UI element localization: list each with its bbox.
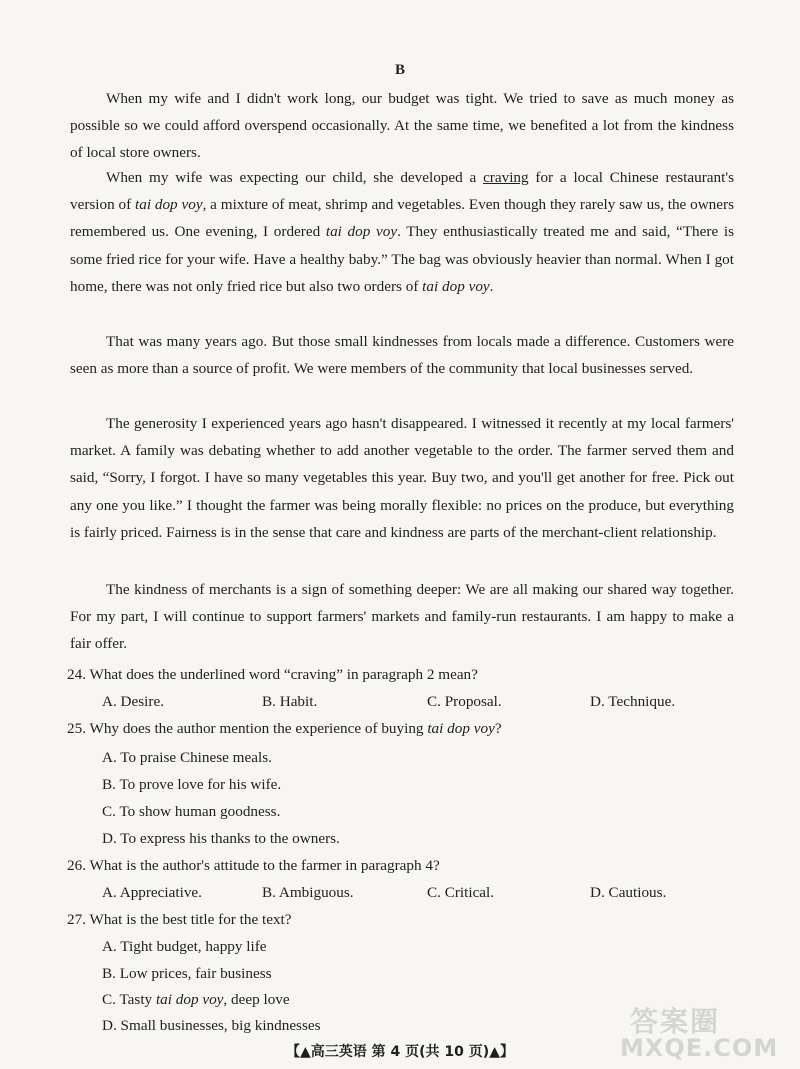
q25-option-d: D. To express his thanks to the owners. — [102, 830, 340, 847]
option-text: , deep love — [223, 991, 290, 1008]
question-26-stem: 26. What is the author's attitude to the farmer in paragraph 4? — [67, 857, 440, 874]
section-heading: B — [394, 62, 405, 78]
dish-name: tai dop voy — [422, 277, 490, 295]
question-24-stem: 24. What does the underlined word “craving” in paragraph 2 mean? — [67, 666, 478, 683]
underlined-word-craving: craving — [483, 169, 529, 186]
watermark-chinese-text: 答案圈 — [630, 1005, 721, 1038]
question-25-text: 25. Why does the author mention the experience of buying — [67, 720, 428, 737]
question-25-stem — [67, 715, 747, 742]
passage-paragraph-3: That was many years ago. But those small kindnesses from locals made a difference. Customers were seen as more than a source of profit. We were members of the community that local businesses served. — [70, 333, 734, 378]
q27-option-b: B. Low prices, fair business — [102, 965, 272, 982]
q25-option-a: A. To praise Chinese meals. — [102, 749, 272, 766]
paragraph-2-text: for a local Chinese restaurant's version of — [70, 169, 734, 214]
q27-option-a: A. Tight budget, happy life — [102, 938, 267, 955]
paragraph-2-text: . They enthusiastically treated me and said, “There is some fried rice for your wife. Have a healthy baby.” The bag was obviously heavier than normal. When I got home, there was not only fried rice but also two orders of — [70, 223, 734, 295]
q24-option-b: B. Habit. — [262, 693, 318, 710]
page-footer: 【▲高三英语 第 4 页(共 10 页)▲】 — [286, 1044, 514, 1060]
paragraph-2-text: , a mixture of meat, shrimp and vegetables. Even though they rarely saw us, the owners remembered us. One evening, I ordered — [70, 196, 734, 241]
q25-option-b: B. To prove love for his wife. — [102, 776, 282, 793]
dish-name: tai dop voy — [155, 991, 224, 1008]
passage-paragraph-2 — [70, 164, 734, 300]
watermark-url-text: MXQE.COM — [620, 1034, 779, 1062]
q24-option-c: C. Proposal. — [427, 693, 502, 710]
paragraph-2-text: . — [489, 277, 494, 295]
question-25-text: ? — [494, 720, 502, 737]
dish-name: tai dop voy — [135, 196, 203, 214]
q27-option-d: D. Small businesses, big kindnesses — [102, 1017, 321, 1034]
q24-option-a: A. Desire. — [102, 693, 164, 710]
dish-name: tai dop voy — [427, 720, 495, 737]
q24-option-d: D. Technique. — [590, 693, 676, 710]
q26-option-a: A. Appreciative. — [102, 884, 202, 901]
question-27-stem: 27. What is the best title for the text? — [67, 911, 292, 928]
passage-paragraph-4: The generosity I experienced years ago hasn't disappeared. I witnessed it recently at my local farmers' market. A family was debating whether to add another vegetable to the order. The farmer served them and said, “Sorry, I forgot. I have so many vegetables this year. Buy two, and you'll get another for free. Pick out any one you like.” I thought the farmer was being morally flexible: no prices on the produce, but everything is fairly priced. Fairness is in the sense that care and kindness are parts of the merchant-client relationship. — [70, 415, 734, 541]
watermark-logo — [620, 1000, 790, 1060]
passage-paragraph-1: When my wife and I didn't work long, our budget was tight. We tried to save as much money as possible so we could afford overspend occasionally. At the same time, we benefited a lot from the kindness of local store owners. — [70, 90, 734, 162]
paragraph-2-text: When my wife was expecting our child, she developed a — [106, 169, 484, 186]
passage-paragraph-5: The kindness of merchants is a sign of something deeper: We are all making our shared way together. For my part, I will continue to support farmers' markets and family-run restaurants. I am happy to make a fair offer. — [70, 581, 734, 653]
dish-name: tai dop voy — [325, 223, 398, 241]
q26-option-d: D. Cautious. — [590, 884, 667, 901]
q26-option-c: C. Critical. — [427, 884, 495, 901]
option-text: C. Tasty — [102, 991, 156, 1008]
q26-option-b: B. Ambiguous. — [262, 884, 354, 901]
q25-option-c: C. To show human goodness. — [102, 803, 281, 820]
q27-option-c — [102, 986, 290, 1013]
